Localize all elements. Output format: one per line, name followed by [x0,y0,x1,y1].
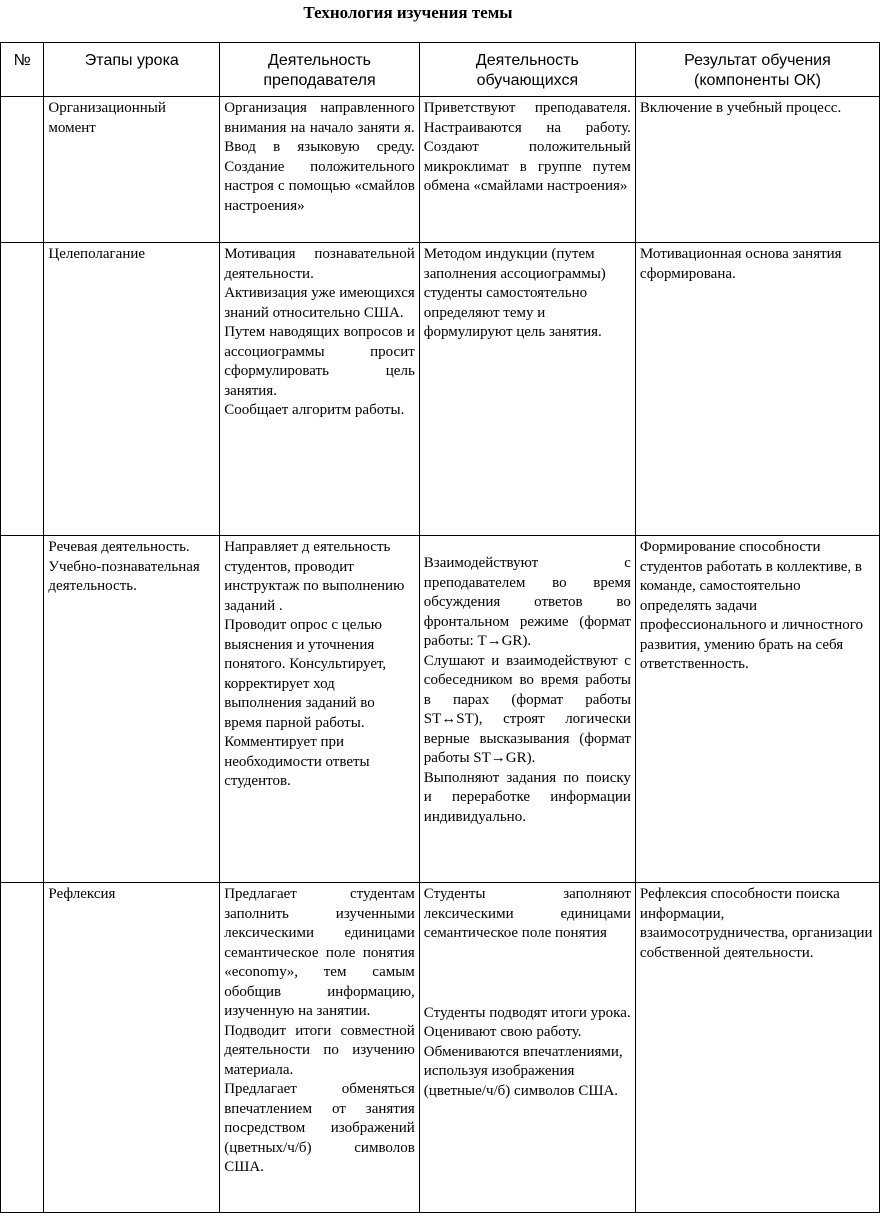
row-number-cell [1,536,44,883]
header-result [635,43,879,97]
students-cell [419,243,635,536]
row-number-cell [1,243,44,536]
header-result-line1: Результат обучения [684,52,831,69]
lesson-table-wrapper [0,42,873,1212]
students-text: Студенты заполняют лексическими единицами семантическое поле понятия [423,886,631,941]
teacher-cell [220,883,420,1213]
result-cell: Мотивационная основа занятия сформирована. [635,243,879,536]
result-cell: Формирование способности студентов работать в коллективе, в команде, самостоятельно определять задачи профессионального и личностного развития, умению брать на себя ответственность. [635,536,879,883]
teacher-text: Мотивация познавательной деятельности. [224,246,415,282]
header-students-line2: обучающихся [476,72,579,89]
result-cell: Включение в учебный процесс. [635,97,879,243]
teacher-text: Предлагает студентам заполнить изученными лексическими единицами семантическое поле понятия «economy», тем самым обобщив информацию, изученную на занятии. [224,886,415,1019]
document-title: Технология изучения темы [303,3,513,22]
table-row [1,243,880,536]
students-cell [419,536,635,883]
stage-cell: Рефлексия [44,883,220,1213]
table-row [1,536,880,883]
header-num: № [1,43,44,97]
teacher-text: Сообщает алгоритм работы. [224,402,405,418]
teacher-cell [220,536,420,883]
stage-cell: Целеполагание [44,243,220,536]
header-students [419,43,635,97]
teacher-text: Направляет д еятельность студентов, проводит инструктаж по выполнению заданий . [224,539,405,614]
students-cell [419,97,635,243]
result-cell: Рефлексия способности поиска информации, взаимосотрудничества, организации собственной деятельности. [635,883,879,1213]
row-number-cell [1,883,44,1213]
stage-cell: Организационный момент [44,97,220,243]
header-result-line2: (компоненты ОК) [694,72,821,89]
stage-cell [44,536,220,883]
header-students-line1: Деятельность [475,52,579,69]
students-text: Обмениваются впечатлениями, используя изображения (цветные/ч/б) символов США. [423,1043,623,1099]
row-number-cell [1,97,44,243]
students-cell [419,883,635,1213]
cell-spacer [424,538,631,554]
teacher-cell [220,97,420,243]
teacher-text: Проводит опрос с целью выяснения и уточнения понятого. Консультирует, корректирует ход выполнения заданий во время парной работы. [224,617,387,731]
teacher-text: Комментирует при необходимости ответы студентов. [224,734,370,789]
lesson-table [0,42,880,1213]
stage-line: Речевая деятельность. [48,539,190,555]
table-row [1,883,880,1213]
teacher-cell [220,243,420,536]
teacher-text: Подводит итоги совместной деятельности по изучению материала. [224,1022,415,1078]
teacher-text: Организация направленного внимания на начало заняти я. Ввод в языковую среду. Создание положительного настроя с помощью «смайлов настроения» [224,100,415,214]
header-teacher-line2: преподавателя [263,72,376,89]
cell-spacer [424,944,631,1004]
teacher-text: Предлагает обменяться впечатлением от занятия посредством изображений (цветных/ч/б) символов США. [224,1081,415,1175]
students-text: Выполняют задания по поиску и переработке информации индивидуально. [423,769,631,825]
header-teacher-line1: Деятельность [268,52,371,69]
table-header-row [1,43,880,97]
students-text: Методом индукции (путем заполнения ассоциограммы) студенты самостоятельно определяют тему и формулируют цель занятия. [423,246,606,340]
teacher-text: Путем наводящих вопросов и ассоциограммы просит сформулировать цель занятия. [224,324,415,399]
students-text: Студенты подводят итоги урока. Оценивают свою работу. [423,1004,631,1040]
students-text: Слушают и взаимодействуют с собеседником во время работы в парах (формат работы ST↔ST), строят логически верные высказывания (формат работы ST→GR). [423,652,631,766]
students-text: Взаимодействуют с преподавателем во время обсуждения ответов во фронтальном режиме (формат работы: T→GR). [423,555,631,649]
header-teacher [220,43,420,97]
teacher-text: Активизация уже имеющихся знаний относительно США. [224,285,415,321]
header-stage: Этапы урока [44,43,220,97]
table-row [1,97,880,243]
students-text: Приветствуют преподавателя. Настраиваются на работу. Создают положительный микроклимат в группе путем обмена «смайлами настроения» [423,100,631,194]
stage-line: Учебно-познавательная деятельность. [48,558,200,594]
